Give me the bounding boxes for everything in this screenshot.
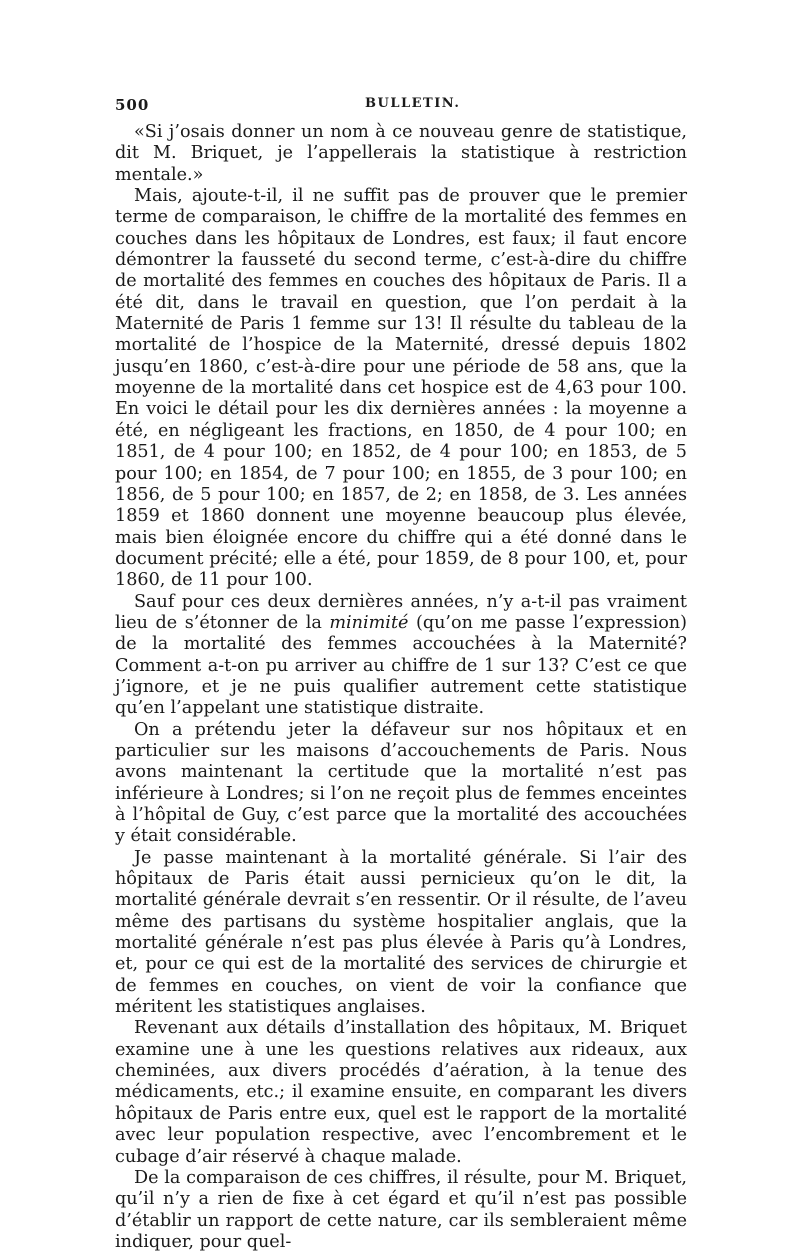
paragraph-3-text-a: Sauf pour ces deux dernières années, n’y a-t-il pas vraiment lieu de s’étonner de la [115,591,687,633]
paragraph-4: On a prétendu jeter la défaveur sur nos hôpitaux et en particulier sur les maisons d’accouchements de Paris. Nous avons maintenant la certitude que la mortalité n’est pas inférieure à Londres; si l’on ne reçoit plus de femmes enceintes à l’hôpital de Guy, c’est parce que la mortalité des accouchées y était considérable. [115,719,687,847]
paragraph-1: «Si j’osais donner un nom à ce nouveau genre de statistique, dit M. Briquet, je l’appellerais la statistique à restriction mentale.» [115,122,687,185]
paragraph-3-text-b: (qu’on me passe l’expression) de la mortalité des femmes accouchées à la Maternité? Comment a-t-on pu arriver au chiffre de 1 sur 13? C’est ce que j’ignore, et je ne puis qualifier autrement cette statistique qu’en l’appelant une statistique distraite. [115,612,687,719]
paragraph-3 [115,592,687,720]
paragraph-5: Je passe maintenant à la mortalité générale. Si l’air des hôpitaux de Paris était aussi pernicieux qu’on le dit, la mortalité générale devrait s’en ressentir. Or il résulte, de l’aveu même des partisans du système hospitalier anglais, que la mortalité générale n’est pas plus élevée à Paris qu’à Londres, et, pour ce qui est de la mortalité des services de chirurgie et de femmes en couches, on vient de voir la confiance que méritent les statistiques anglaises. [115,847,687,1018]
page-number: 500 [115,96,150,114]
paragraph-2: Mais, ajoute-t-il, il ne suffit pas de prouver que le premier terme de comparaison, le chiffre de la mortalité des femmes en couches dans les hôpitaux de Londres, est faux; il faut encore démontrer la fausseté du second terme, c’est-à-dire du chiffre de mortalité des femmes en couches des hôpitaux de Paris. Il a été dit, dans le travail en question, que l’on perdait à la Maternité de Paris 1 femme sur 13! Il résulte du tableau de la mortalité de l’hospice de la Maternité, dressé depuis 1802 jusqu’en 1860, c’est-à-dire pour une période de 58 ans, que la moyenne de la mortalité dans cet hospice est de 4,63 pour 100. En voici le détail pour les dix dernières années : la moyenne a été, en négligeant les fractions, en 1850, de 4 pour 100; en 1851, de 4 pour 100; en 1852, de 4 pour 100; en 1853, de 5 pour 100; en 1854, de 7 pour 100; en 1855, de 3 pour 100; en 1856, de 5 pour 100; en 1857, de 2; en 1858, de 3. Les années 1859 et 1860 donnent une moyenne beaucoup plus élevée, mais bien éloignée encore du chiffre qui a été donné dans le document précité; elle a été, pour 1859, de 8 pour 100, et, pour 1860, de 11 pour 100. [115,186,687,591]
italic-term: minimité [329,612,409,633]
paragraph-7: De la comparaison de ces chiffres, il résulte, pour M. Briquet, qu’il n’y a rien de fixe à cet égard et qu’il n’est pas possible d’établir un rapport de cette nature, car ils sembleraient même indiquer, pour quel- [115,1167,687,1252]
book-page [115,96,687,1253]
paragraph-6: Revenant aux détails d’installation des hôpitaux, M. Briquet examine une à une les questions relatives aux rideaux, aux cheminées, aux divers procédés d’aération, à la tenue des médicaments, etc.; il examine ensuite, en comparant les divers hôpitaux de Paris entre eux, quel est le rapport de la mortalité avec leur population respective, avec l’encombrement et le cubage d’air réservé à chaque malade. [115,1018,687,1167]
running-title: BULLETIN. [365,96,461,111]
page-header [115,96,687,122]
